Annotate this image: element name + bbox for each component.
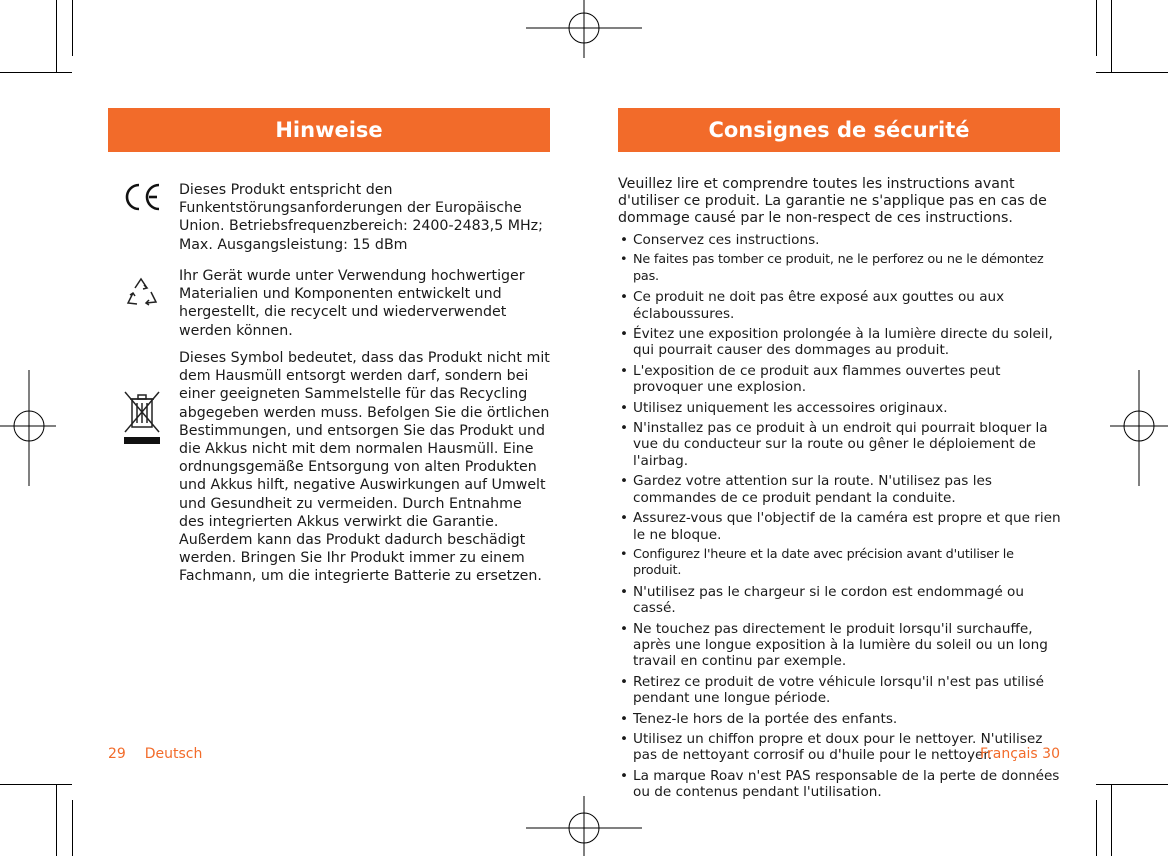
- footer-right: [980, 746, 1060, 762]
- list-item: • Évitez une exposition prolongée à la lumière directe du soleil, qui pourrait causer des dommages au produit.: [618, 326, 1064, 359]
- list-item: • L'exposition de ce produit aux flammes ouvertes peut provoquer une explosion.: [618, 363, 1064, 396]
- list-item: • La marque Roav n'est PAS responsable de la perte de données ou de contenus pendant l'utilisation.: [618, 768, 1064, 801]
- registration-mark-top: [526, 0, 642, 58]
- footer-language: Deutsch: [144, 746, 203, 762]
- list-item: • Tenez-le hors de la portée des enfants.: [618, 711, 1064, 727]
- notice-recycle-text: Ihr Gerät wurde unter Verwendung hochwertiger Materialien und Komponenten entwickelt und hergestellt, die recycelt und wiederverwendet werden können.: [179, 268, 525, 339]
- list-item: • Ce produit ne doit pas être exposé aux gouttes ou aux éclaboussures.: [618, 289, 1064, 322]
- page-number: 30: [1042, 746, 1060, 762]
- list-item: • N'utilisez pas le chargeur si le cordon est endommagé ou cassé.: [618, 584, 1064, 617]
- footer-language: Français: [980, 746, 1038, 762]
- list-item: • Utilisez uniquement les accessoires originaux.: [618, 400, 1064, 416]
- notice-weee-text: Dieses Symbol bedeutet, dass das Produkt nicht mit dem Hausmüll entsorgt werden darf, sondern bei einer geeigneten Sammelstelle für das Recycling abgegeben werden muss. Befolgen Sie die örtlichen Bestimmungen, und entsorgen Sie das Produkt und die Akkus nicht mit dem normalen Hausmüll. Eine ordnungsgemäße Entsorgung von alten Produkten und Akkus hilft, negative Auswirkungen auf Umwelt und Gesundheit zu vermeiden. Durch Entnahme des integrierten Akkus verwirkt die Garantie. Außerdem kann das Produkt dadurch beschädigt werden. Bringen Sie Ihr Produkt immer zu einem Fachmann, um die integrierte Batterie zu ersetzen.: [179, 350, 550, 585]
- list-item: • Ne touchez pas directement le produit lorsqu'il surchauffe, après une longue exposition à la lumière du soleil ou un long travail en continu par exemple.: [618, 621, 1064, 670]
- list-item: • Gardez votre attention sur la route. N'utilisez pas les commandes de ce produit pendant la conduite.: [618, 473, 1064, 506]
- recycle-icon: [124, 276, 160, 314]
- crossed-bin-icon: [122, 390, 162, 450]
- ce-mark-icon: [122, 182, 164, 216]
- footer-left: [108, 746, 202, 762]
- page-number: 29: [108, 746, 126, 762]
- list-item: • Retirez ce produit de votre véhicule lorsqu'il n'est pas utilisé pendant une longue période.: [618, 674, 1064, 707]
- section-header-consignes: Consignes de sécurité: [618, 108, 1060, 152]
- registration-mark-bottom: [526, 796, 642, 856]
- notice-ce-text: Dieses Produkt entspricht den Funkentstörungsanforderungen der Europäische Union. Betriebsfrequenzbereich: 2400-2483,5 MHz; Max. Ausgangsleistung: 15 dBm: [179, 182, 543, 253]
- registration-mark-left: [0, 370, 56, 486]
- registration-mark-right: [1110, 370, 1168, 486]
- list-item: • Conservez ces instructions.: [618, 232, 1064, 248]
- list-item: • Utilisez un chiffon propre et doux pour le nettoyer. N'utilisez pas de nettoyant corrosif ou d'huile pour le nettoyer.: [618, 731, 1064, 764]
- list-item: • Assurez-vous que l'objectif de la caméra est propre et que rien le ne bloque.: [618, 510, 1064, 543]
- list-item: • Ne faites pas tomber ce produit, ne le perforez ou ne le démontez pas.: [618, 252, 1064, 285]
- safety-list: [618, 232, 1064, 805]
- intro-paragraph: Veuillez lire et comprendre toutes les instructions avant d'utiliser ce produit. La garantie ne s'applique pas en cas de dommage causé par le non-respect de ces instructions.: [618, 176, 1047, 226]
- section-header-hinweise: Hinweise: [108, 108, 550, 152]
- list-item: • Configurez l'heure et la date avec précision avant d'utiliser le produit.: [618, 547, 1064, 580]
- list-item: • N'installez pas ce produit à un endroit qui pourrait bloquer la vue du conducteur sur la route ou gêner le déploiement de l'airbag.: [618, 420, 1064, 469]
